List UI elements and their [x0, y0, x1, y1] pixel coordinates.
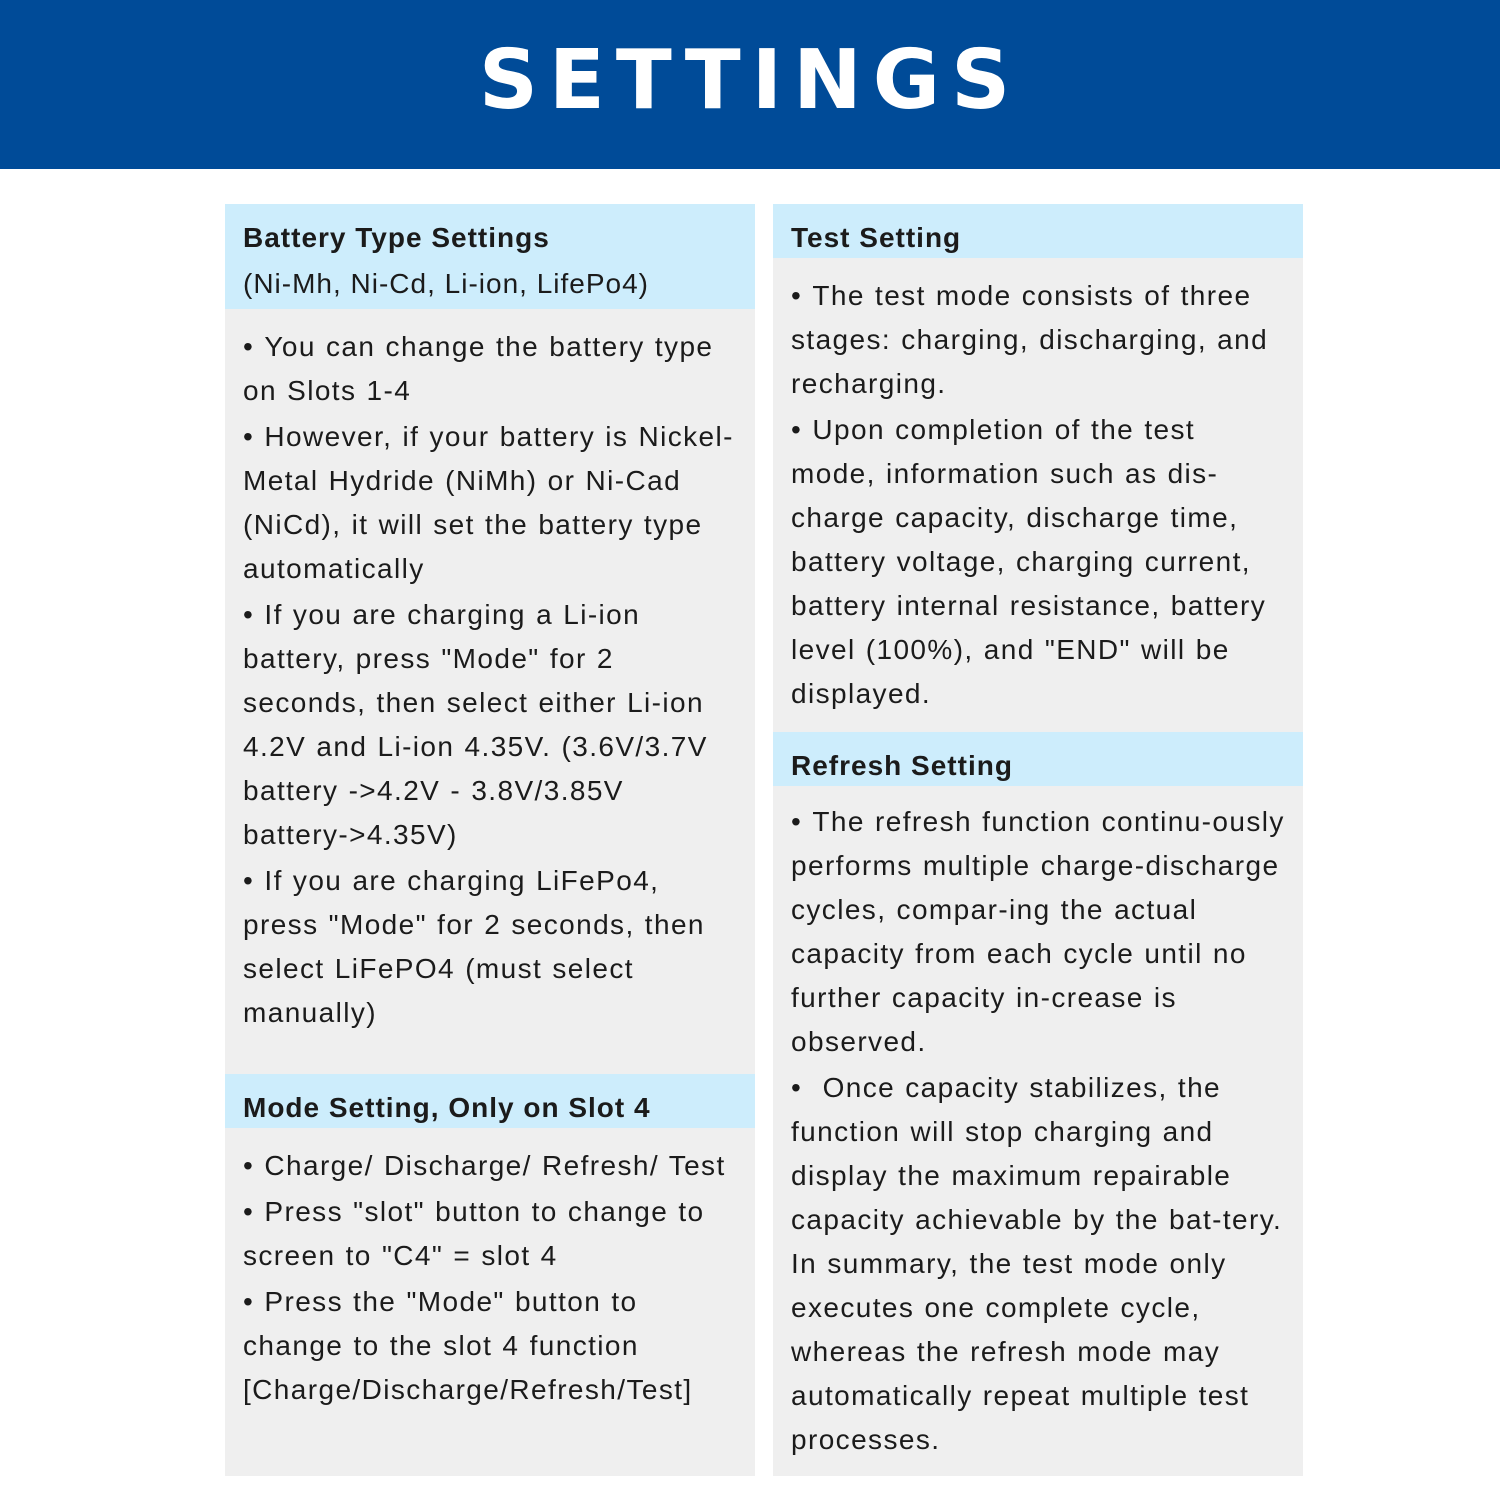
- battery-type-body: [225, 309, 755, 1035]
- battery-type-bullet-1: • You can change the battery type on Slots 1-4: [243, 325, 737, 413]
- test-setting-bullet-2: • Upon completion of the test mode, information such as dis-charge capacity, discharge time, battery voltage, charging current, battery internal resistance, battery level (100%), and "END" will be displayed.: [791, 408, 1285, 716]
- mode-setting-header: [225, 1074, 755, 1128]
- right-column: [773, 204, 1303, 1476]
- battery-type-bullet-3: • If you are charging a Li-ion battery, press "Mode" for 2 seconds, then select either Li-ion 4.2V and Li-ion 4.35V. (3.6V/3.7V battery ->4.2V - 3.8V/3.85V battery->4.35V): [243, 593, 737, 857]
- mode-setting-bullet-3: • Press the "Mode" button to change to the slot 4 function [Charge/Discharge/Refresh/Test]: [243, 1280, 737, 1412]
- left-column: [225, 204, 755, 1476]
- refresh-setting-title: Refresh Setting: [791, 750, 1013, 781]
- page-title: SETTINGS: [478, 33, 1022, 128]
- refresh-setting-header: [773, 732, 1303, 786]
- refresh-setting-bullet-2: • Once capacity stabilizes, the function will stop charging and display the maximum repairable capacity achievable by the bat-tery. In summary, the test mode only executes one complete cycle, whereas the refresh mode may automatically repeat multiple test processes.: [791, 1066, 1285, 1462]
- test-setting-body: [773, 258, 1303, 716]
- test-setting-title: Test Setting: [791, 222, 962, 253]
- header-banner: [0, 0, 1500, 169]
- battery-type-bullet-2: • However, if your battery is Nickel-Metal Hydride (NiMh) or Ni-Cad (NiCd), it will set the battery type automatically: [243, 415, 737, 591]
- refresh-setting-body: [773, 800, 1303, 1464]
- battery-type-subtitle: (Ni-Mh, Ni-Cd, Li-ion, LifePo4): [243, 268, 649, 299]
- battery-type-bullet-4: • If you are charging LiFePo4, press "Mode" for 2 seconds, then select LiFePO4 (must select manually): [243, 859, 737, 1035]
- mode-setting-title: Mode Setting, Only on Slot 4: [243, 1092, 651, 1123]
- refresh-setting-bullet-1: • The refresh function continu-ously performs multiple charge-discharge cycles, compar-ing the actual capacity from each cycle until no further capacity in-crease is observed.: [791, 800, 1285, 1064]
- mode-setting-body: [225, 1144, 755, 1414]
- test-setting-bullet-1: • The test mode consists of three stages: charging, discharging, and recharging.: [791, 274, 1285, 406]
- battery-type-header: [225, 204, 755, 309]
- mode-setting-bullet-2: • Press "slot" button to change to screen to "C4" = slot 4: [243, 1190, 737, 1278]
- test-setting-header: [773, 204, 1303, 258]
- mode-setting-bullet-1: • Charge/ Discharge/ Refresh/ Test: [243, 1144, 737, 1188]
- battery-type-title: Battery Type Settings: [243, 222, 550, 253]
